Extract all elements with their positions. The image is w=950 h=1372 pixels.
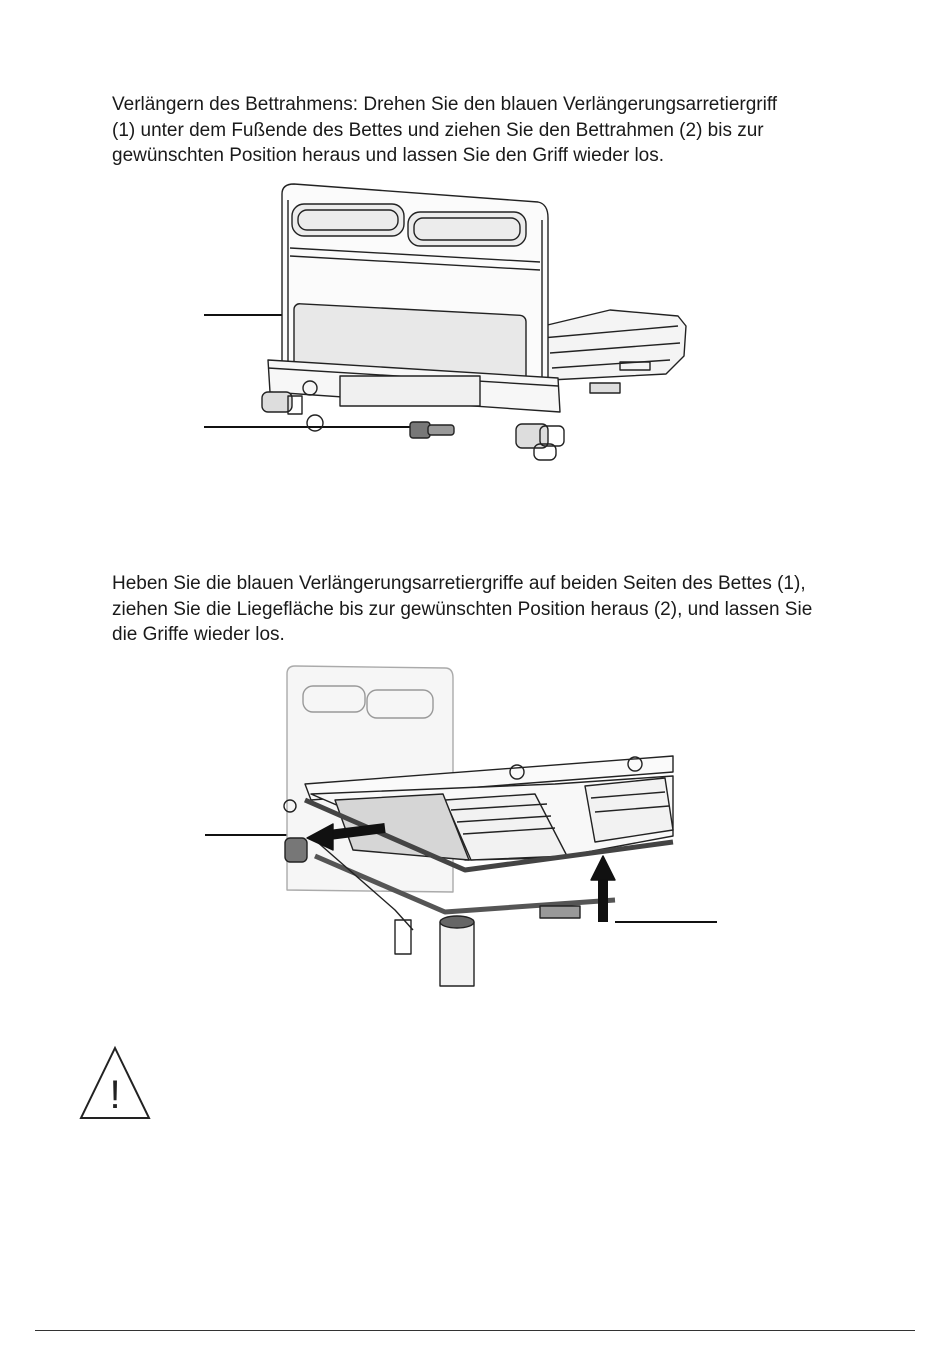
text-line: ziehen Sie die Liegefläche bis zur gewünschten Position heraus (2), und lassen Sie (112, 598, 813, 620)
warning-triangle-icon (78, 1044, 152, 1122)
lying-surface-extension-illustration (195, 660, 725, 995)
bed-frame-extension-illustration (190, 178, 700, 478)
instruction-paragraph-frame (112, 92, 912, 169)
text-line: Verlängern des Bettrahmens: Drehen Sie den blauen Verlängerungsarretiergriff (112, 94, 778, 115)
text-line: Heben Sie die blauen Verlängerungsarretiergriffe auf beiden Seiten des Bettes (1), (112, 573, 806, 594)
instruction-paragraph-surface (112, 571, 912, 648)
text-line: gewünschten Position heraus und lassen Sie den Griff wieder los. (112, 145, 665, 166)
text-line: (1) unter dem Fußende des Bettes und ziehen Sie den Bettrahmen (2) bis zur (112, 119, 764, 141)
footer-divider (35, 1330, 915, 1331)
warning-symbol: ! (109, 1073, 121, 1117)
text-line: die Griffe wieder los. (112, 624, 285, 645)
